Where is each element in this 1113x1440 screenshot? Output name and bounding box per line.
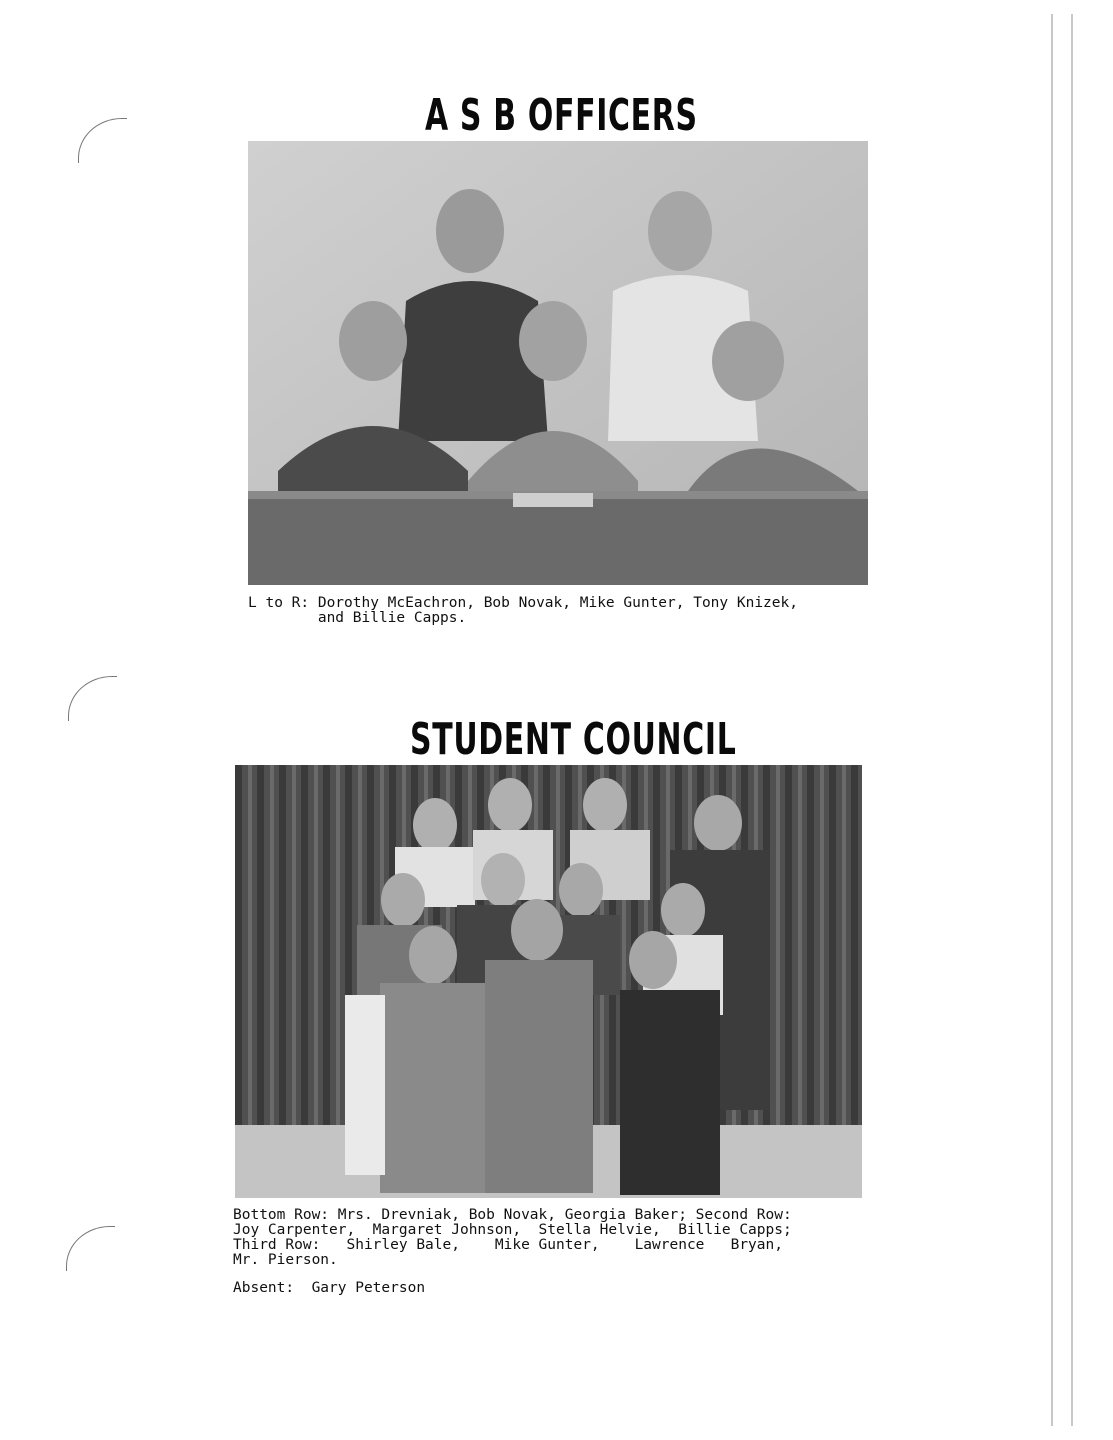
student-council-caption-line: Mr. Pierson. xyxy=(233,1252,338,1268)
punch-hole-mark xyxy=(68,676,117,721)
student-council-title: STUDENT COUNCIL xyxy=(410,714,737,765)
asb-officers-photo xyxy=(248,141,868,585)
punch-hole-mark xyxy=(66,1226,115,1271)
student-council-photo xyxy=(235,765,862,1198)
binder-edge-line xyxy=(1051,14,1053,1426)
asb-officers-caption-line-2: and Billie Capps. xyxy=(248,610,467,626)
asb-officers-caption-line-1: L to R: Dorothy McEachron, Bob Novak, Mike Gunter, Tony Knizek, xyxy=(248,595,798,611)
student-council-caption-line: Bottom Row: Mrs. Drevniak, Bob Novak, Georgia Baker; Second Row: xyxy=(233,1207,792,1223)
asb-officers-title: A S B OFFICERS xyxy=(425,90,698,141)
punch-hole-mark xyxy=(78,118,127,163)
student-council-caption-line: Joy Carpenter, Margaret Johnson, Stella Helvie, Billie Capps; xyxy=(233,1222,792,1238)
binder-edge-line xyxy=(1071,14,1073,1426)
student-council-absent: Absent: Gary Peterson xyxy=(233,1280,426,1296)
student-council-caption-line: Third Row: Shirley Bale, Mike Gunter, Lawrence Bryan, xyxy=(233,1237,783,1253)
